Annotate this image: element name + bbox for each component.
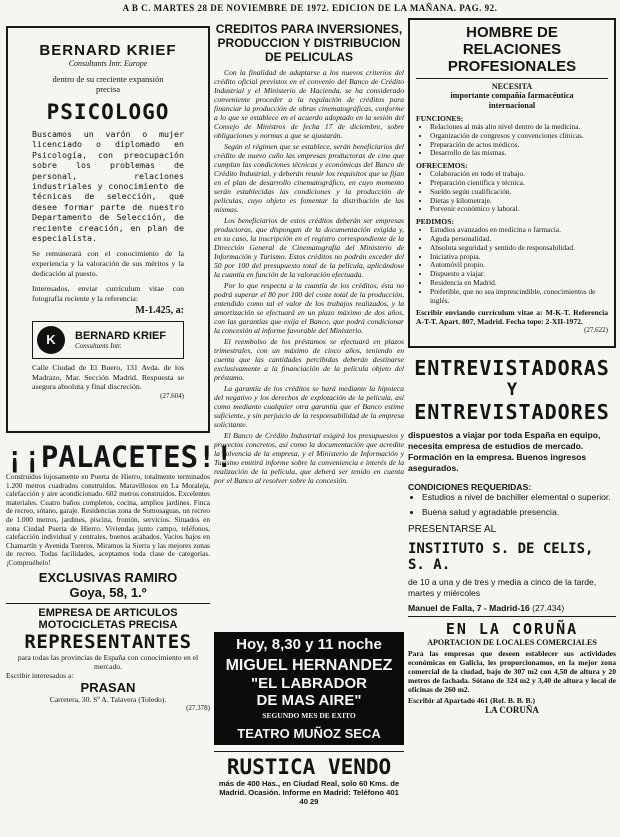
theatre-run: SEGUNDO MES DE EXITO	[262, 711, 356, 720]
palacetes-title: ¡¡PALACETES!!	[6, 440, 233, 474]
center-column	[214, 18, 404, 806]
coruna-title: EN LA CORUÑA	[445, 620, 579, 638]
theatre-play1: "EL LABRADOR	[250, 675, 367, 692]
coruna-body: Para las empresas que deseen establecer sus actividades económicas en Galicia, les proporcionamos, en la mejor zona comercial de la ciudad, bajo de 307 m2 con 4,50 de altura y 20 metros de fachada. Sótano de 324 m2 y 3,40 de altura y local de oficinas de 260 m2.	[408, 649, 616, 694]
creditos-p4: Por lo que respecta a la cuantía de los créditos, ésta no podrá superar el 80 por 100 del coste total de la producción, entendido como tal el valor de los trabajos realizados, y la amortización se efectuará en un plazo máximo de dos años, con las garantías que exija el Banco, que podrá condicionar la concesión al informe favorable del Ministerio.	[214, 281, 404, 335]
list-item: • Absoluta seguridad y sentido de responsabilidad.	[430, 244, 608, 253]
coruna-reply: Escribir al Apartado 461 (Ref. B. B. B.)	[408, 696, 536, 705]
empresa-contact: Escribir interesados a:	[6, 670, 74, 680]
list-item: • Dispuesto a viajar.	[430, 270, 608, 279]
krief-ad	[6, 26, 210, 433]
krief-code: (27.604)	[160, 391, 184, 400]
list-item: • Iniciativa propia.	[430, 253, 608, 262]
right-column	[408, 18, 616, 715]
palacetes-exclusivas: EXCLUSIVAS RAMIRO	[38, 569, 178, 585]
entrevistadoras-present: PRESENTARSE AL	[408, 524, 497, 535]
krief-body1: Buscamos un varón o mujer licenciado o diplomado en Psicología, con preocupación sobre los problemas de personal, relaciones industriales y conocimiento de técnicas de selección, que desee formar parte de nuestro Departamento de Selección, de reciente creación, en plan de especialista.	[32, 129, 184, 244]
palacetes-body: Construidos lujosamente en Puerta de Hierro, totalmente terminados 1.200 metros cuadrados construidos. Maravillosos en La Moraleja, calefacción y aire acondicionado. 602 metros construidos. Excelentes materiales. Cuatro baños completos, cocina, amplios jardines. Finca de recreo, sótano, garaje. Residencias zona de Somosaguas, un recreo de 1.000 metros, jardines, piscina, frontón, servicios. Situados en zona Ciudad Puerta de Hierro. Viviendas junto campo, teléfonos, calefacción individual y centrales, buenos acabados. Vacíos bajos en Chamartín y Avenida Toreros. Miramos la Sierra y las mejores zonas de recreo. Todas facilidades, aceptamos toda clase de categorías. ¡Compruébelo!	[6, 472, 210, 567]
coruna-city: LA CORUÑA	[485, 705, 539, 715]
relaciones-code: (27.622)	[584, 326, 608, 335]
rustica-body: más de 400 Has., en Ciudad Real, solo 60 Kms. de Madrid. Ocasión. Informe en Madrid: Teléfono 401 40 29	[218, 779, 400, 806]
empresa-code: (27.378)	[186, 703, 210, 712]
palacetes-address: Goya, 58, 1.º	[69, 584, 147, 600]
relaciones-title2: PROFESIONALES	[447, 58, 577, 75]
list-item: • Automóvil propio.	[430, 261, 608, 270]
entrevistadoras-institute: INSTITUTO S. DE CELIS, S. A.	[408, 541, 594, 573]
entrevistadoras-hours: de 10 a una y de tres y media a cinco de la tarde, martes y miércoles	[408, 577, 597, 598]
list-item: • Estudios avanzados en medicina o farmacia.	[430, 226, 608, 235]
creditos-title: CREDITOS PARA INVERSIONES, PRODUCCION Y DISTRIBUCION DE PELICULAS	[215, 22, 403, 64]
creditos-p5: El reembolso de los préstamos se efectuará en plazos trimestrales, con un máximo de cinco años, teniendo en cuenta que las cantidades percibidas deberán destinarse exclusivamente a la financiación de la película objeto del préstamo.	[214, 337, 404, 382]
relaciones-pedimos-heading: PEDIMOS:	[416, 217, 454, 227]
list-item: • Colaboración en todo el trabajo.	[430, 170, 608, 179]
page-header: A B C. MARTES 28 DE NOVIEMBRE DE 1972. EDICION DE LA MAÑANA. PAG. 92.	[122, 3, 498, 13]
krief-intro: dentro de su creciente expansión precisa	[52, 74, 164, 94]
list-item: • Preparación de actos médicos.	[430, 141, 608, 150]
creditos-p3: Los beneficiarios de estos créditos deberán ser empresas productoras, que dispongan de la documentación exigida y, en su caso, la inscripción en el registro correspondiente de la Dirección General de Cinematografía del Ministerio de Información y Turismo. Estos créditos no podrán exceder del 50 por 100 del presupuesto total de la película, aplicándose la cuantía en función de la valoración efectuada.	[214, 216, 404, 279]
empresa-ad	[6, 607, 210, 712]
entrevistadoras-address-line	[408, 603, 616, 613]
relaciones-ofrecemos-heading: OFRECEMOS:	[416, 161, 468, 171]
relaciones-ofrecemos-list	[416, 170, 608, 214]
entrevistadoras-cond-heading: CONDICIONES REQUERIDAS:	[408, 482, 532, 492]
empresa-line2: MOTOCICLETAS PRECISA	[38, 618, 178, 631]
entrevistadoras-body: dispuestos a viajar por toda España en equipo, necesita empresa de estudios de mercado. Formación en la empresa. Buenos ingresos asegurados.	[408, 430, 601, 473]
empresa-line1: EMPRESA DE ARTICULOS	[38, 606, 178, 619]
list-item: • Estudios a nivel de bachiller elemental o superior.	[422, 492, 616, 503]
entrevistadoras-ad	[408, 356, 616, 613]
theatre-ad	[214, 632, 404, 745]
list-item: • Relaciones al más alto nivel dentro de la medicina.	[430, 123, 608, 132]
relaciones-ad	[408, 18, 616, 348]
list-item: • Aguda personalidad.	[430, 235, 608, 244]
relaciones-company: importante compañía farmacéutica internacional	[450, 91, 574, 110]
relaciones-funciones-list	[416, 123, 608, 158]
list-item: • Desarrollo de las mismas.	[430, 149, 608, 158]
theatre-play2: DE MAS AIRE"	[256, 692, 362, 709]
relaciones-pedimos-list	[416, 226, 608, 305]
krief-body3: Interesados, enviar currículum vitae con fotografía reciente y la referencia:	[32, 284, 184, 303]
krief-address: Calle Ciudad de El Buero, 131 Avda. de los Madrazo, Mar. Sección Madrid. Respuesta se asegura absoluta y final discreción.	[32, 363, 184, 392]
left-column	[6, 18, 233, 712]
empresa-name: PRASAN	[80, 679, 136, 695]
list-item: • Residencia en Madrid.	[430, 279, 608, 288]
list-item: • Preferible, que no sea imprescindible, conocimientos de inglés.	[430, 288, 608, 306]
krief-logo-sub: Consultants Intr.	[75, 342, 122, 351]
krief-body2: Se remunerará con el conocimiento de la experiencia y la valoración de sus méritos y la dedicación al puesto.	[32, 249, 184, 278]
krief-subtitle: Consultants Intr. Europe	[68, 59, 148, 68]
krief-role: PSICOLOGO	[46, 100, 170, 124]
entrevistadoras-title2: Y	[506, 380, 518, 400]
relaciones-necesita: NECESITA	[491, 82, 533, 91]
relaciones-title1: HOMBRE DE RELACIONES	[462, 24, 562, 58]
entrevistadoras-cond-list	[408, 492, 616, 518]
theatre-author: MIGUEL HERNANDEZ	[225, 657, 393, 674]
creditos-p2: Según el régimen que se establece, serán beneficiarios del crédito de nuevo cuño las empresas productoras de cine que cumplan las condiciones técnicas y económicas del Banco de Crédito Industrial, y deberán reunir los requisitos que se fijan en el plan de desarrollo cinematográfico, en cuyo momento serán establecidas las condiciones y la producción de películas, cuyo objeto es fomentar la distribución de las mismas.	[214, 142, 404, 214]
coruna-subtitle: APORTACION DE LOCALES COMERCIALES	[427, 638, 597, 647]
entrevistadoras-address: Manuel de Falla, 7 - Madrid-16	[408, 603, 530, 613]
palacetes-ad	[6, 440, 233, 600]
krief-name: BERNARD KRIEF	[39, 42, 177, 59]
krief-ref: M-1.425, a:	[135, 305, 184, 317]
creditos-p7: El Banco de Crédito Industrial exigirá los presupuestos y proyectos concretos, así como la documentación que acredite la solvencia de la empresa, y el Ministerio de Información y Turismo emitirá informe sobre la conveniencia e interés de la realización de la película, que deberá ser tenido en cuenta por el Banco al resolver sobre la concesión.	[214, 431, 404, 485]
theatre-venue: TEATRO MUÑOZ SECA	[237, 726, 381, 741]
rustica-title: RUSTICA VENDO	[226, 755, 392, 779]
list-item: • Buena salud y agradable presencia.	[422, 507, 616, 518]
entrevistadoras-title1: ENTREVISTADORAS	[414, 356, 610, 380]
list-item: • Dietas y kilometraje.	[430, 197, 608, 206]
theatre-time: Hoy, 8,30 y 11 noche	[236, 636, 382, 653]
krief-logo-name: BERNARD KRIEF	[75, 330, 167, 343]
list-item: • Organización de congresos y convenciones clínicas.	[430, 132, 608, 141]
creditos-p1: Con la finalidad de adaptarse a los nuevos criterios del crédito oficial previstos en el convenio del Banco de Crédito Industrial y el Ministerio de Hacienda, se ha considerado conveniente proceder a la regulación de créditos para financiar la producción de obras cinematográficas, conforme a lo que se establece en el acuerdo adoptado en la sesión del Consejo de Ministros de fecha 17 de diciembre, sobre obligaciones y normas a que se ajustarán.	[214, 68, 404, 140]
entrevistadoras-code: (27.434)	[532, 603, 565, 613]
creditos-p6: La garantía de los créditos se hará mediante la hipoteca del negativo y los derechos de explotación de la película, así como mediante cualquier otra garantía que el Banco estime suficiente, y sin perjuicio de la responsabilidad de la empresa solicitante.	[214, 384, 404, 429]
entrevistadoras-title3: ENTREVISTADORES	[414, 400, 610, 424]
relaciones-apply: Escribir enviando currículum vitae a: M-K-T. Referencia A-T-T. Apart. 807, Madrid. Fecha tope: 2-XII-1972.	[416, 308, 608, 327]
list-item: • Preparación científica y técnica.	[430, 179, 608, 188]
empresa-body: para todas las provincias de España con conocimiento en el mercado.	[17, 652, 199, 671]
krief-logo-icon: K	[37, 326, 65, 354]
list-item: • Sueldo según cualificación.	[430, 188, 608, 197]
list-item: • Porvenir económico y laboral.	[430, 205, 608, 214]
coruna-ad	[408, 620, 616, 715]
krief-logo-block	[32, 321, 184, 359]
empresa-title: REPRESENTANTES	[24, 630, 192, 653]
relaciones-funciones-heading: FUNCIONES:	[416, 114, 464, 123]
empresa-address: Carretera, 30. Sº A. Talavera (Toledo).	[49, 694, 167, 704]
